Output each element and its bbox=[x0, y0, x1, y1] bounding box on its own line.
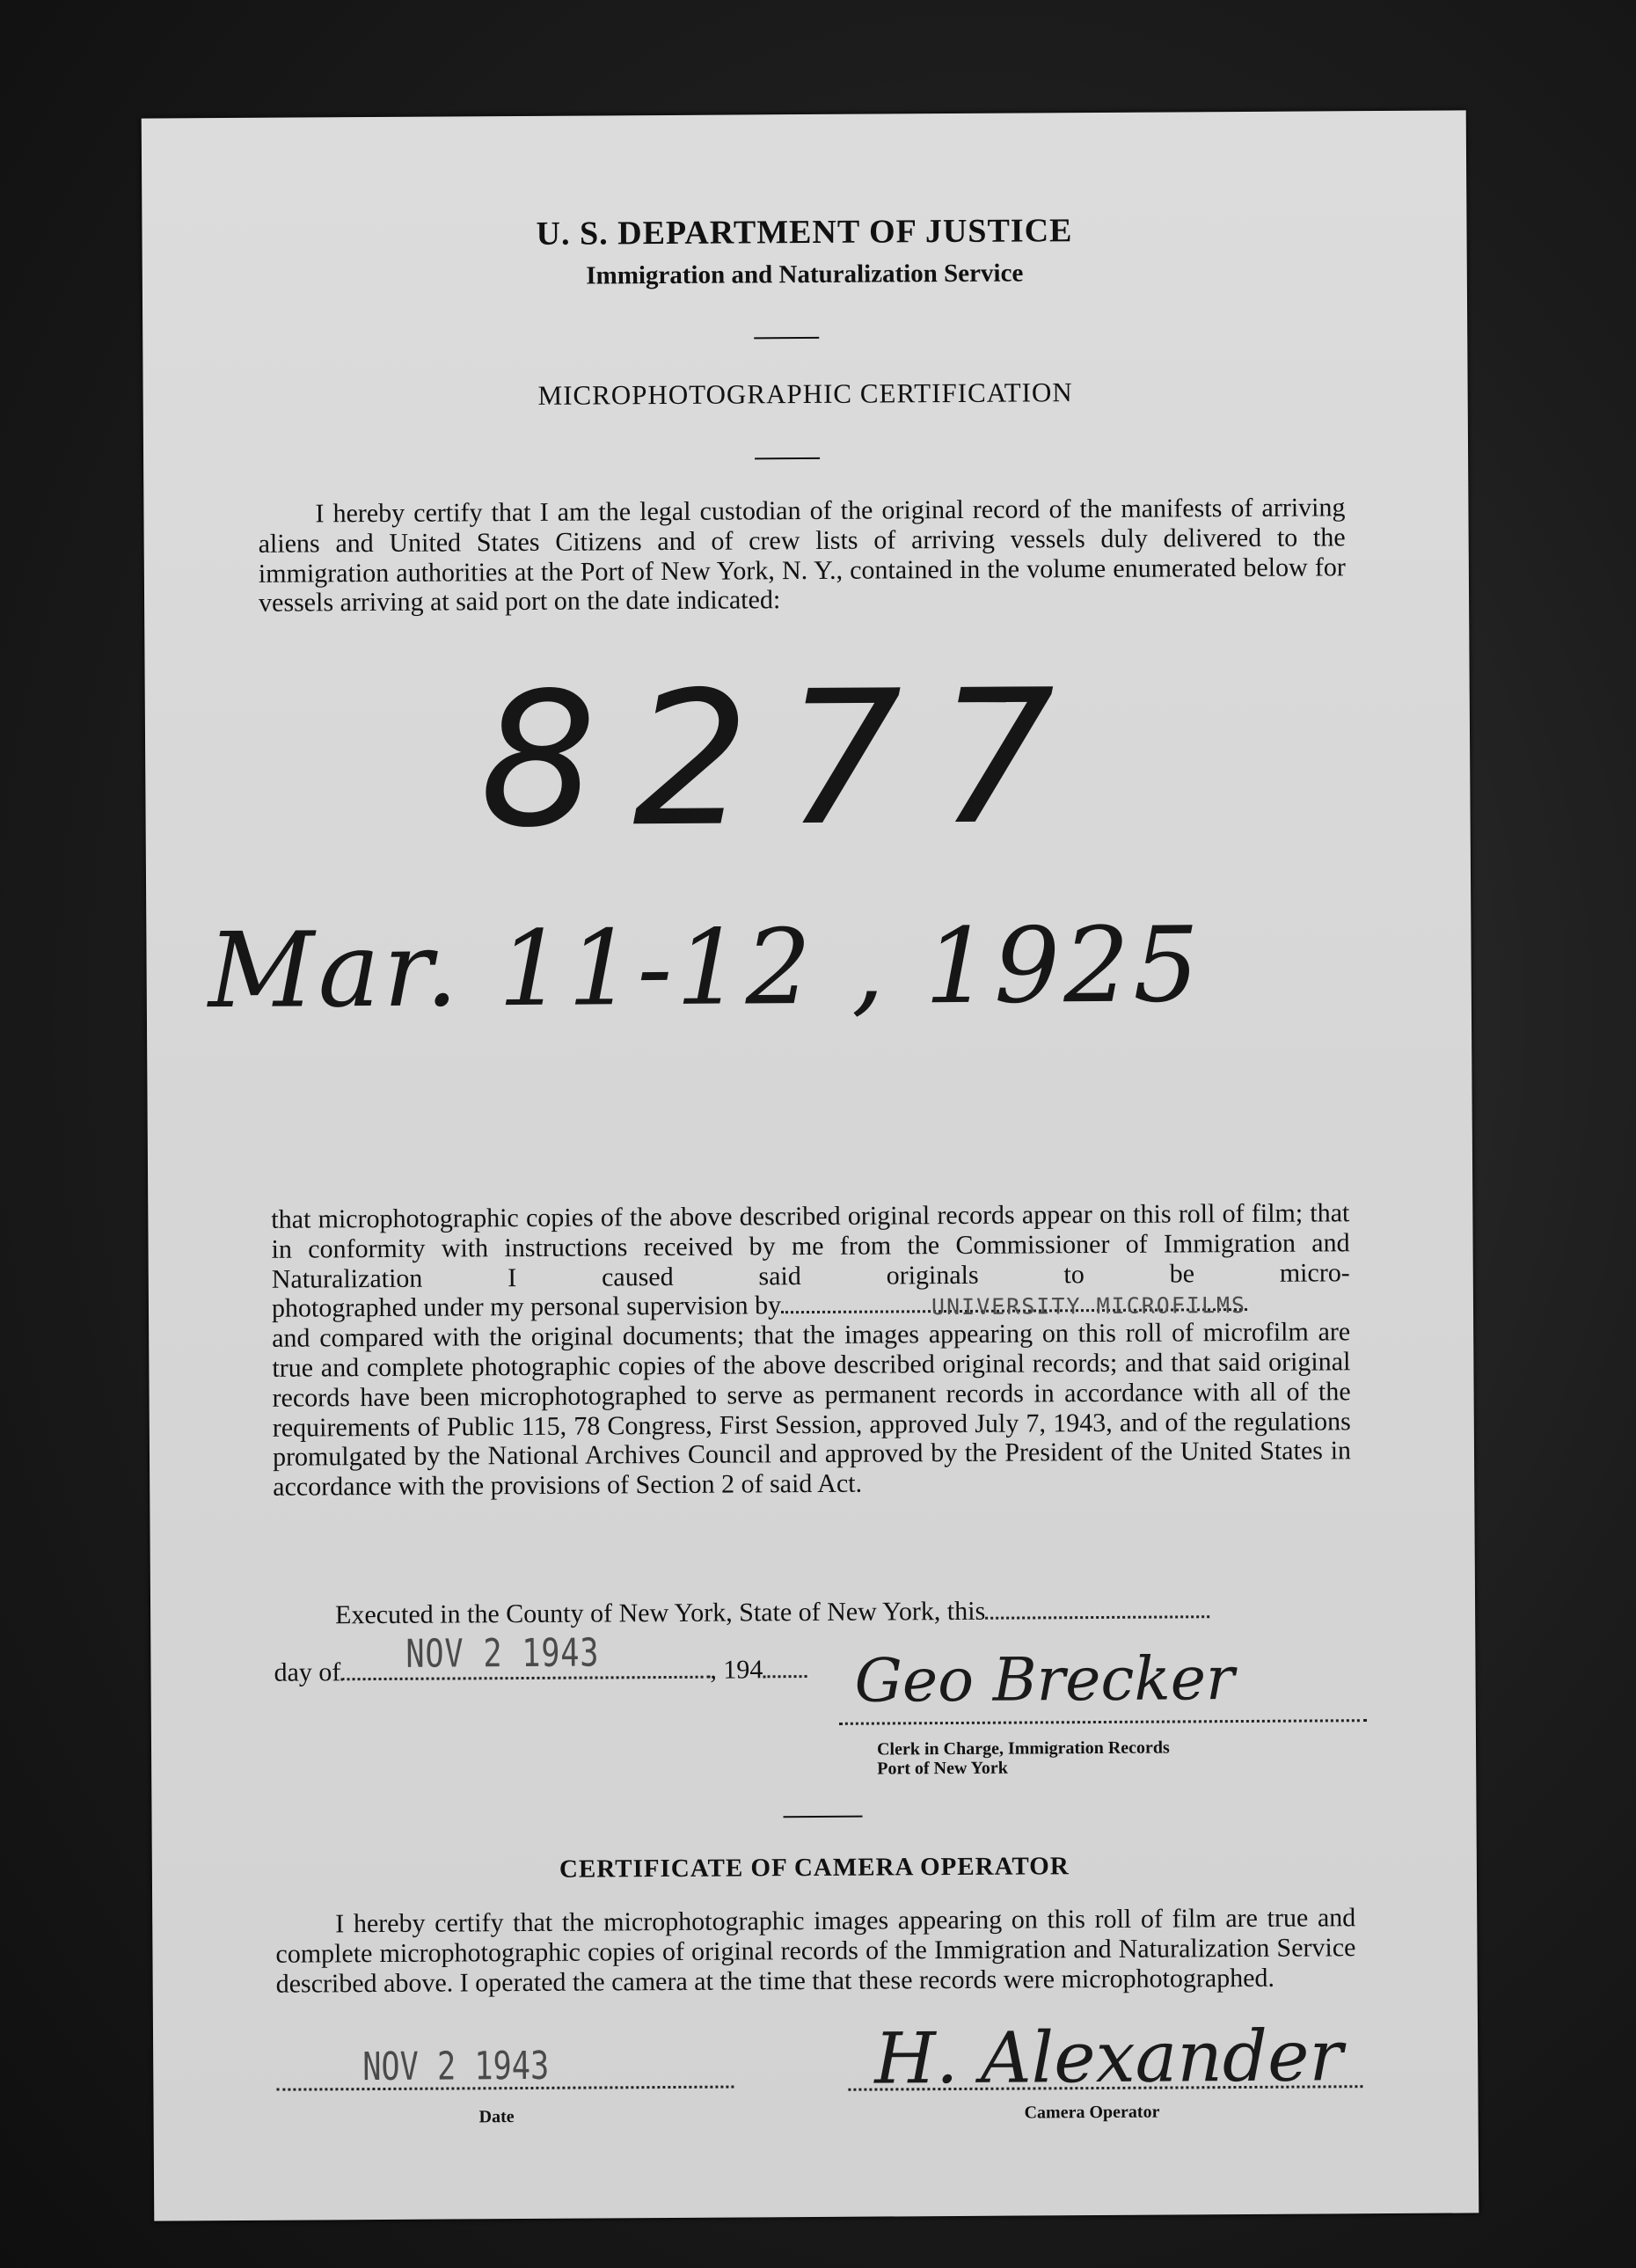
camera-operator-signature: H. Alexander bbox=[873, 2015, 1343, 2100]
certification-body-part-c: and compared with the original documents; that the images appearing on this roll of microfilm are true and complete photographic copies of the above described original records; and that said original records have been microphotographed to serve as permanent records in accordance with all of the requirements of Public 115, 78 Congress, First Session, approved July 7, 1943, and of the regulations promulgated by the National Archives Council and approved by the President of the United States in accordance with the provisions of Section 2 of said Act. bbox=[272, 1317, 1352, 1502]
handwritten-arrival-date: Mar. 11-12 , 1925 bbox=[208, 904, 1203, 1032]
certification-title: MICROPHOTOGRAPHIC CERTIFICATION bbox=[537, 377, 1073, 411]
supervisor-stamp: UNIVERSITY MICROFILMS bbox=[931, 1291, 1247, 1321]
year-field bbox=[763, 1659, 807, 1678]
department-heading: U. S. DEPARTMENT OF JUSTICE bbox=[536, 212, 1073, 252]
certification-body-part-a: that microphotographic copies of the above described original records appear on this roll of film; that in conformity with instructions received by me from the Commissioner of Immigration and Naturalization I caused said originals to be micro- bbox=[271, 1198, 1350, 1294]
camera-operator-label: Camera Operator bbox=[1024, 2102, 1160, 2123]
execution-day-field bbox=[985, 1599, 1209, 1620]
certification-body bbox=[271, 1198, 1351, 1502]
supervision-label: photographed under my personal supervision by bbox=[271, 1291, 782, 1324]
operator-date-stamp: NOV 2 1943 bbox=[362, 2043, 550, 2090]
divider bbox=[784, 1816, 863, 1818]
clerk-signature-line bbox=[839, 1719, 1367, 1725]
certificate-document bbox=[142, 110, 1479, 2220]
execution-text: Executed in the County of New York, State of New York, this bbox=[335, 1596, 986, 1630]
camera-operator-title: CERTIFICATE OF CAMERA OPERATOR bbox=[559, 1852, 1070, 1884]
execution-line bbox=[335, 1595, 1209, 1630]
camera-operator-statement: I hereby certify that the microphotographic images appearing on this roll of film are true and complete microphotographic copies of original records of the Immigration and Naturalization Service described above. I operated the camera at the time that these records were microphotographed. bbox=[275, 1903, 1356, 1999]
divider bbox=[754, 337, 819, 339]
date-label: Date bbox=[478, 2107, 515, 2127]
clerk-title-line-1: Clerk in Charge, Immigration Records bbox=[876, 1738, 1170, 1760]
operator-date-line bbox=[276, 2086, 734, 2091]
clerk-title bbox=[877, 1738, 1170, 1779]
handwritten-volume-number: 8277 bbox=[478, 649, 1092, 869]
custodian-statement: I hereby certify that I am the legal custodian of the original record of the manifests of arriving aliens and United States Citizens and of crew lists of arriving vessels duly delivered to the immigration authorities at the Port of New York, N. Y., contained in the volume enumerated below for vessels arriving at said port on the date indicated: bbox=[258, 493, 1346, 618]
day-of-label: day of bbox=[274, 1657, 341, 1687]
execution-date-stamp: NOV 2 1943 bbox=[405, 1630, 600, 1677]
year-prefix: , 194 bbox=[710, 1655, 763, 1685]
divider bbox=[755, 457, 820, 459]
clerk-title-line-2: Port of New York bbox=[877, 1758, 1008, 1779]
service-subheading: Immigration and Naturalization Service bbox=[586, 259, 1024, 290]
clerk-signature: Geo Brecker bbox=[854, 1644, 1235, 1716]
